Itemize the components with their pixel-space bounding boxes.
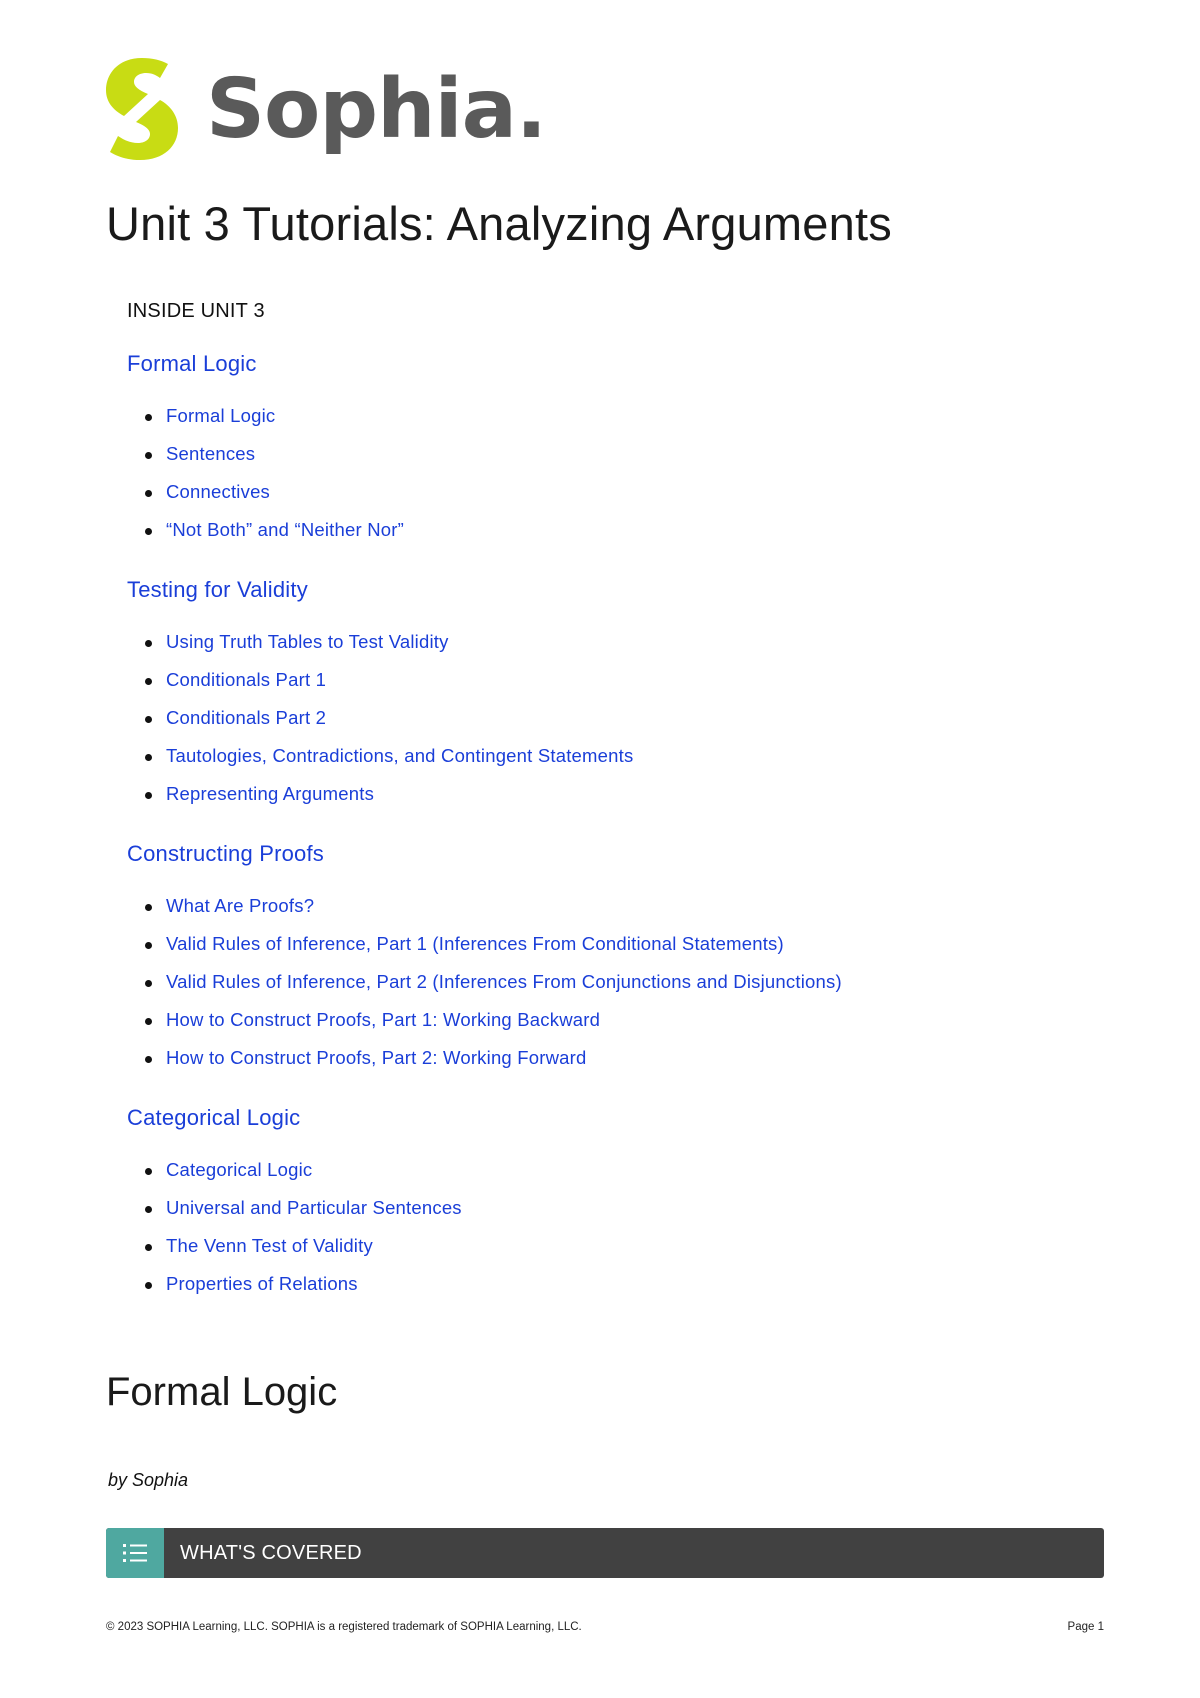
list-item — [127, 925, 1127, 963]
toc-item-link[interactable]: How to Construct Proofs, Part 1: Working Backward — [166, 1009, 601, 1030]
sophia-logo-icon — [104, 56, 180, 160]
toc-label: INSIDE UNIT 3 — [127, 300, 265, 322]
toc-section-link[interactable]: Categorical Logic — [127, 1105, 301, 1130]
list-item — [127, 511, 1127, 549]
list-item — [127, 887, 1127, 925]
list-item — [127, 473, 1127, 511]
toc-item-link[interactable]: Conditionals Part 1 — [166, 669, 327, 690]
toc-item-link[interactable]: Representing Arguments — [166, 783, 375, 804]
whats-covered-bar — [106, 1528, 1104, 1578]
toc-section-formal-logic — [127, 351, 1127, 549]
sophia-wordmark: Sophia. — [206, 62, 547, 157]
list-item — [127, 1227, 1127, 1265]
unit-table-of-contents — [127, 300, 1127, 1303]
section-heading: Formal Logic — [106, 1370, 338, 1414]
list-item — [127, 1001, 1127, 1039]
toc-item-link[interactable]: Formal Logic — [166, 405, 276, 426]
sophia-logo — [104, 56, 546, 160]
toc-section-link[interactable]: Constructing Proofs — [127, 841, 324, 866]
toc-item-link[interactable]: Universal and Particular Sentences — [166, 1197, 462, 1218]
list-item — [127, 775, 1127, 813]
toc-item-link[interactable]: “Not Both” and “Neither Nor” — [166, 519, 404, 540]
toc-item-link[interactable]: What Are Proofs? — [166, 895, 315, 916]
toc-item-link[interactable]: Properties of Relations — [166, 1273, 358, 1294]
toc-section-link[interactable]: Testing for Validity — [127, 577, 308, 602]
toc-item-link[interactable]: Sentences — [166, 443, 256, 464]
list-item — [127, 623, 1127, 661]
page-number: Page 1 — [1067, 1621, 1104, 1633]
whats-covered-label: WHAT'S COVERED — [180, 1541, 362, 1564]
toc-section-testing-for-validity — [127, 577, 1127, 813]
list-item — [127, 397, 1127, 435]
byline: by Sophia — [108, 1470, 189, 1490]
toc-item-link[interactable]: Tautologies, Contradictions, and Contingent Statements — [166, 745, 634, 766]
list-item — [127, 1151, 1127, 1189]
list-item — [127, 699, 1127, 737]
toc-section-categorical-logic — [127, 1105, 1127, 1303]
toc-section-link[interactable]: Formal Logic — [127, 351, 257, 376]
list-item — [127, 1039, 1127, 1077]
toc-item-link[interactable]: Valid Rules of Inference, Part 2 (Inferences From Conjunctions and Disjunctions) — [166, 971, 842, 992]
list-item — [127, 1265, 1127, 1303]
list-item — [127, 1189, 1127, 1227]
toc-item-link[interactable]: How to Construct Proofs, Part 2: Working Forward — [166, 1047, 587, 1068]
list-item — [127, 737, 1127, 775]
document-title: Unit 3 Tutorials: Analyzing Arguments — [106, 197, 892, 250]
toc-item-link[interactable]: The Venn Test of Validity — [166, 1235, 373, 1256]
toc-section-constructing-proofs — [127, 841, 1127, 1077]
list-item — [127, 963, 1127, 1001]
toc-item-link[interactable]: Conditionals Part 2 — [166, 707, 327, 728]
page-footer — [106, 1621, 1104, 1633]
toc-item-link[interactable]: Connectives — [166, 481, 271, 502]
toc-item-link[interactable]: Valid Rules of Inference, Part 1 (Inferences From Conditional Statements) — [166, 933, 784, 954]
list-item — [127, 435, 1127, 473]
toc-item-link[interactable]: Using Truth Tables to Test Validity — [166, 631, 449, 652]
list-icon — [106, 1528, 164, 1578]
toc-item-link[interactable]: Categorical Logic — [166, 1159, 313, 1180]
list-item — [127, 661, 1127, 699]
copyright-text: © 2023 SOPHIA Learning, LLC. SOPHIA is a registered trademark of SOPHIA Learning, LLC. — [106, 1621, 582, 1633]
